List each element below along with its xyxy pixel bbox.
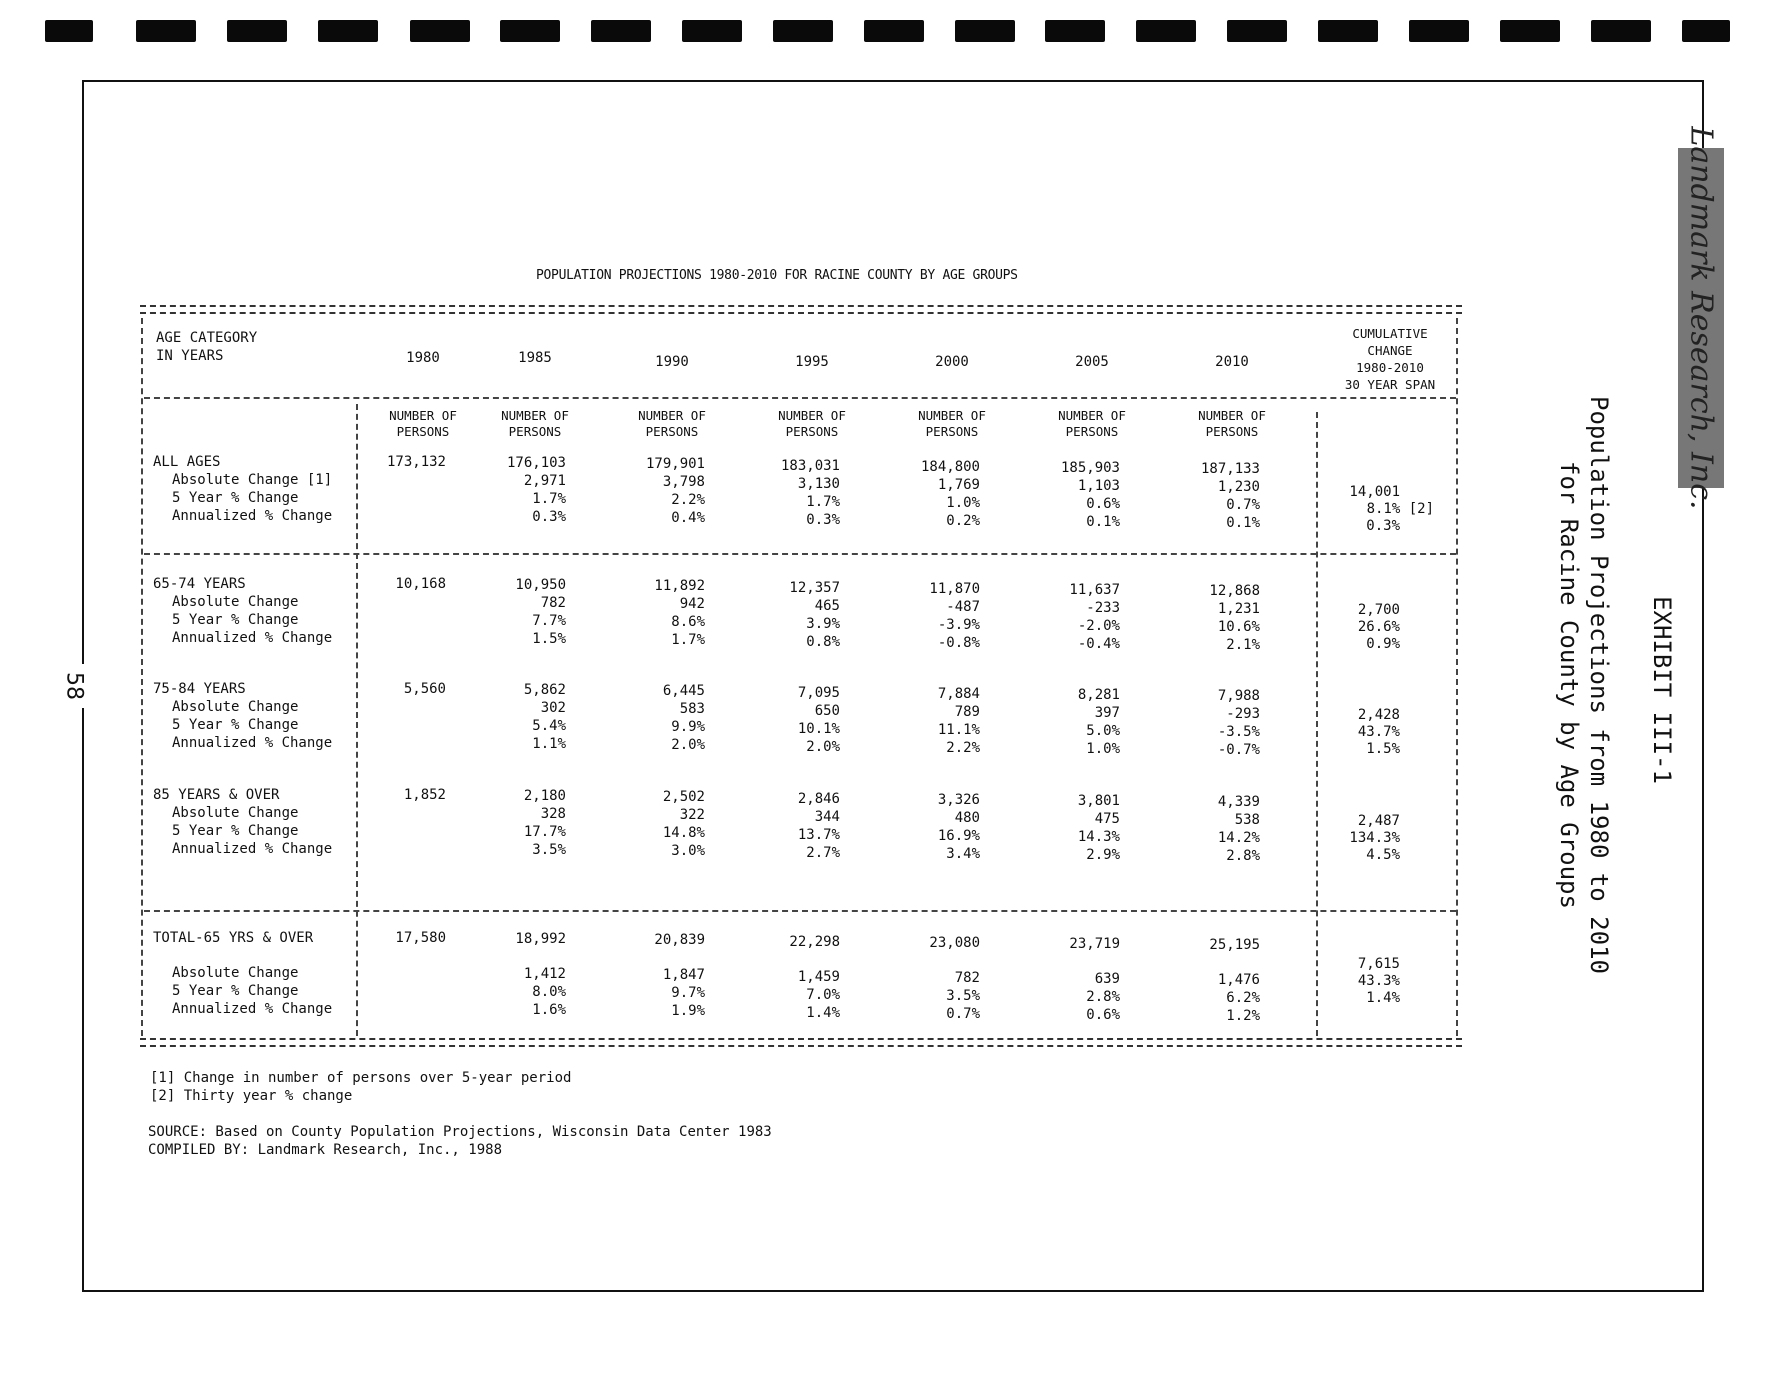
year-header: 1995	[795, 354, 829, 370]
table-cell-pct5: 16.9%	[937, 827, 980, 844]
compiled-by-note: COMPILED BY: Landmark Research, Inc., 1988	[148, 1142, 503, 1158]
cumulative-cell: 2,428	[1357, 707, 1400, 723]
table-cell-abs: 465	[814, 597, 840, 614]
table-cell-persons: 23,080	[929, 934, 980, 951]
table-cell-ann: 2.2%	[946, 739, 980, 756]
table-cell-ann: 1.5%	[532, 631, 566, 648]
table-cell-ann: 3.0%	[671, 843, 705, 860]
cumulative-header: CUMULATIVE	[1352, 326, 1428, 341]
table-cell-persons: 187,133	[1200, 461, 1260, 478]
unit-header: PERSONS	[1205, 424, 1259, 439]
table-cell-ann: 2.8%	[1226, 848, 1260, 865]
table-cell-abs: 1,476	[1217, 972, 1260, 989]
table-cell-ann: 3.4%	[946, 845, 980, 862]
table-cell-abs: 1,412	[523, 966, 566, 983]
group-label: 65-74 YEARS	[153, 576, 246, 592]
table-cell-abs: 782	[540, 595, 566, 612]
table-cell-pct5: 14.8%	[662, 825, 705, 842]
table-cell-pct5: 6.2%	[1226, 990, 1260, 1007]
table-cell-abs: 1,103	[1077, 478, 1120, 494]
table-cell-persons: 1,852	[403, 787, 446, 803]
cumulative-cell: 26.6%	[1357, 619, 1400, 635]
table-cell-pct5: 1.7%	[532, 491, 566, 508]
table-cell-persons: 10,168	[395, 576, 446, 592]
cumulative-cell: 1.4%	[1366, 990, 1400, 1006]
table-cell-persons: 7,884	[937, 685, 980, 702]
year-header: 1985	[518, 350, 552, 366]
table-cell-pct5: 5.0%	[1086, 723, 1120, 739]
table-cell-abs: 1,231	[1217, 601, 1260, 618]
table-cell-abs: 2,971	[523, 473, 566, 490]
punch-hole	[591, 20, 651, 42]
table-cell-pct5: 2.8%	[1086, 989, 1120, 1005]
table-cell-pct5: 10.6%	[1217, 619, 1260, 636]
table-cell-ann: 1.1%	[532, 736, 566, 753]
cumulative-cell: 4.5%	[1366, 847, 1400, 863]
punch-hole	[1318, 20, 1378, 42]
source-note: SOURCE: Based on County Population Projections, Wisconsin Data Center 1983	[148, 1124, 772, 1140]
age-category-header: AGE CATEGORY	[156, 330, 258, 346]
cumulative-cell: 134.3%	[1349, 830, 1400, 846]
table-cell-ann: 1.2%	[1226, 1008, 1260, 1025]
table-cell-persons: 2,502	[662, 789, 705, 806]
table-cell-ann: 0.2%	[946, 512, 980, 529]
table-cell-pct5: 5.4%	[532, 718, 566, 735]
punch-hole	[682, 20, 742, 42]
punch-hole	[864, 20, 924, 42]
table-cell-pct5: 0.7%	[1226, 497, 1260, 514]
group-sub-label: 5 Year % Change	[172, 717, 299, 733]
year-header: 2010	[1215, 354, 1249, 370]
table-cell-persons: 17,580	[395, 930, 446, 946]
table-cell-persons: 173,132	[386, 454, 446, 470]
table-cell-abs: 650	[814, 702, 840, 719]
table-cell-abs: -233	[1086, 600, 1120, 616]
table-cell-ann: 1.6%	[532, 1002, 566, 1019]
table-cell-abs: -293	[1226, 706, 1260, 723]
table-cell-ann: 0.3%	[532, 509, 566, 526]
table-cell-persons: 3,326	[937, 791, 980, 808]
punch-hole	[227, 20, 287, 42]
punch-hole	[773, 20, 833, 42]
footnote-2: [2] Thirty year % change	[150, 1088, 353, 1104]
table-cell-abs: -487	[946, 598, 980, 615]
table-cell-ann: 2.0%	[806, 738, 840, 755]
table-cell-persons: 5,862	[523, 682, 566, 699]
table-cell-abs: 480	[954, 809, 980, 826]
table-cell-pct5: 14.2%	[1217, 830, 1260, 847]
table-cell-abs: 942	[679, 596, 705, 613]
table-cell-ann: -0.4%	[1077, 636, 1120, 652]
publisher-spine-text: Landmark Research, Inc.	[1683, 126, 1719, 510]
exhibit-subtitle	[1554, 396, 1614, 974]
table-cell-persons: 18,992	[515, 931, 566, 948]
table-cell-abs: 302	[540, 700, 566, 717]
table-cell-pct5: 14.3%	[1077, 829, 1120, 845]
cumulative-cell: 0.3%	[1366, 518, 1400, 534]
group-sub-label: Annualized % Change	[172, 735, 333, 751]
punch-hole	[955, 20, 1015, 42]
group-label: ALL AGES	[153, 454, 221, 470]
table-cell-persons: 176,103	[506, 455, 566, 472]
table-cell-abs: 3,798	[662, 474, 705, 491]
group-label: 85 YEARS & OVER	[153, 787, 280, 803]
unit-header: NUMBER OF	[1198, 408, 1266, 423]
table-cell-ann: 2.7%	[806, 844, 840, 861]
table-cell-pct5: 8.0%	[532, 984, 566, 1001]
cumulative-cell: 0.9%	[1366, 636, 1400, 652]
punch-hole	[45, 20, 93, 42]
group-label: TOTAL-65 YRS & OVER	[153, 930, 314, 946]
table-cell-pct5: 1.0%	[946, 494, 980, 511]
table-cell-persons: 2,180	[523, 788, 566, 805]
table-cell-ann: 0.8%	[806, 633, 840, 650]
year-header: 1990	[655, 354, 689, 370]
table-cell-abs: 583	[679, 701, 705, 718]
table-cell-abs: 1,847	[662, 967, 705, 984]
binder-punch-strip	[0, 0, 1782, 60]
table-cell-pct5: 3.9%	[806, 615, 840, 632]
table-cell-ann: 0.1%	[1226, 515, 1260, 532]
table-cell-persons: 8,281	[1077, 687, 1120, 703]
page-number: 58	[62, 664, 87, 708]
cumulative-cell: 7,615	[1357, 956, 1400, 972]
table-title: POPULATION PROJECTIONS 1980-2010 FOR RACINE COUNTY BY AGE GROUPS	[536, 268, 1018, 283]
table-cell-abs: 789	[954, 703, 980, 720]
table-cell-pct5: 9.7%	[671, 985, 705, 1002]
group-sub-label: Absolute Change	[172, 594, 299, 610]
table-cell-persons: 22,298	[789, 933, 840, 950]
table-right-border	[1456, 318, 1458, 1036]
table-cell-pct5: 17.7%	[523, 824, 566, 841]
table-cell-ann: 1.7%	[671, 632, 705, 649]
table-cell-abs: 397	[1094, 705, 1120, 721]
cumulative-cell: 2,487	[1357, 813, 1400, 829]
table-cell-persons: 12,357	[789, 579, 840, 596]
table-cell-persons: 185,903	[1060, 460, 1120, 476]
table-cell-pct5: 9.9%	[671, 719, 705, 736]
unit-header: NUMBER OF	[1058, 408, 1126, 423]
table-cell-persons: 3,801	[1077, 793, 1120, 809]
group-sub-label: Annualized % Change	[172, 841, 333, 857]
table-cell-persons: 12,868	[1209, 583, 1260, 600]
punch-hole	[318, 20, 378, 42]
punch-hole	[500, 20, 560, 42]
table-cell-abs: 3,130	[797, 475, 840, 492]
table-cell-abs: 344	[814, 808, 840, 825]
table-cell-abs: 328	[540, 806, 566, 823]
punch-hole	[1591, 20, 1651, 42]
punch-hole	[1227, 20, 1287, 42]
cumulative-cell: 8.1% [2]	[1366, 501, 1434, 517]
group-sub-label: Annualized % Change	[172, 508, 333, 524]
unit-header: NUMBER OF	[918, 408, 986, 423]
exhibit-label: EXHIBIT III-1	[1648, 596, 1676, 784]
section-divider-all-ages	[144, 553, 1456, 555]
punch-hole	[1045, 20, 1105, 42]
table-left-border	[141, 318, 143, 1036]
table-cell-ann: 0.4%	[671, 510, 705, 527]
table-cell-persons: 2,846	[797, 790, 840, 807]
table-cell-pct5: 11.1%	[937, 721, 980, 738]
table-cell-persons: 7,988	[1217, 688, 1260, 705]
punch-hole	[1409, 20, 1469, 42]
header-divider	[144, 397, 1456, 399]
table-cell-pct5: 2.2%	[671, 492, 705, 509]
table-cell-pct5: -3.5%	[1217, 724, 1260, 741]
table-cell-persons: 184,800	[920, 458, 980, 475]
punch-hole	[410, 20, 470, 42]
unit-header: PERSONS	[508, 424, 562, 439]
group-sub-label: Annualized % Change	[172, 630, 333, 646]
table-cell-pct5: 10.1%	[797, 720, 840, 737]
table-cell-ann: 0.1%	[1086, 514, 1120, 530]
table-cell-persons: 11,870	[929, 580, 980, 597]
unit-header: NUMBER OF	[389, 408, 457, 423]
table-cell-persons: 7,095	[797, 684, 840, 701]
table-cell-persons: 20,839	[654, 932, 705, 949]
table-cell-ann: 2.9%	[1086, 847, 1120, 863]
table-cell-ann: 0.6%	[1086, 1007, 1120, 1023]
table-cell-persons: 23,719	[1069, 936, 1120, 952]
cumulative-column-divider	[1316, 412, 1318, 1036]
table-cell-ann: 1.4%	[806, 1004, 840, 1021]
table-cell-pct5: 3.5%	[946, 987, 980, 1004]
table-cell-persons: 4,339	[1217, 794, 1260, 811]
unit-header: PERSONS	[645, 424, 699, 439]
exhibit-subtitle-line2: for Racine County by Age Groups	[1555, 461, 1583, 909]
table-cell-ann: -0.8%	[937, 634, 980, 651]
table-cell-pct5: 7.0%	[806, 986, 840, 1003]
table-cell-ann: 2.1%	[1226, 637, 1260, 654]
table-cell-abs: 1,230	[1217, 479, 1260, 496]
table-cell-pct5: 7.7%	[532, 613, 566, 630]
table-cell-ann: 3.5%	[532, 842, 566, 859]
group-sub-label: 5 Year % Change	[172, 490, 299, 506]
group-sub-label: Absolute Change	[172, 805, 299, 821]
table-cell-persons: 10,950	[515, 577, 566, 594]
table-cell-abs: 1,459	[797, 968, 840, 985]
cumulative-header: 1980-2010	[1356, 360, 1424, 375]
group-sub-label: Absolute Change	[172, 699, 299, 715]
group-sub-label: 5 Year % Change	[172, 823, 299, 839]
group-sub-label: 5 Year % Change	[172, 612, 299, 628]
table-cell-persons: 6,445	[662, 683, 705, 700]
table-cell-pct5: 0.6%	[1086, 496, 1120, 512]
table-cell-ann: 0.3%	[806, 511, 840, 528]
year-header: 2000	[935, 354, 969, 370]
table-cell-persons: 183,031	[780, 457, 840, 474]
cumulative-header: CHANGE	[1367, 343, 1413, 358]
section-divider-total	[144, 910, 1456, 912]
unit-header: PERSONS	[1065, 424, 1119, 439]
table-cell-persons: 11,892	[654, 578, 705, 595]
cumulative-cell: 14,001	[1349, 484, 1400, 500]
table-cell-abs: 1,769	[937, 476, 980, 493]
table-cell-ann: 1.0%	[1086, 741, 1120, 757]
cumulative-cell: 43.7%	[1357, 724, 1400, 740]
unit-header: NUMBER OF	[501, 408, 569, 423]
year-header: 2005	[1075, 354, 1109, 370]
year-header: 1980	[406, 350, 440, 366]
table-cell-abs: 782	[954, 969, 980, 986]
group-label: 75-84 YEARS	[153, 681, 246, 697]
table-cell-persons: 5,560	[403, 681, 446, 697]
table-cell-pct5: 1.7%	[806, 493, 840, 510]
table-cell-pct5: 13.7%	[797, 826, 840, 843]
group-sub-label: Absolute Change	[172, 965, 299, 981]
exhibit-subtitle-line1: Population Projections from 1980 to 2010	[1585, 396, 1613, 974]
table-cell-persons: 179,901	[645, 456, 705, 473]
cumulative-cell: 2,700	[1357, 602, 1400, 618]
unit-header: PERSONS	[785, 424, 839, 439]
table-cell-persons: 25,195	[1209, 937, 1260, 954]
table-cell-pct5: -3.9%	[937, 616, 980, 633]
table-top-rule	[140, 305, 1462, 314]
unit-header: PERSONS	[396, 424, 450, 439]
table-cell-abs: 475	[1094, 811, 1120, 827]
unit-header: NUMBER OF	[638, 408, 706, 423]
age-category-header-line2: IN YEARS	[156, 348, 224, 364]
punch-hole	[1136, 20, 1196, 42]
punch-hole	[1682, 20, 1730, 42]
table-cell-ann: 1.9%	[671, 1003, 705, 1020]
unit-header: PERSONS	[925, 424, 979, 439]
table-cell-abs: 538	[1234, 812, 1260, 829]
cumulative-cell: 1.5%	[1366, 741, 1400, 757]
cumulative-cell: 43.3%	[1357, 973, 1400, 989]
group-sub-label: Annualized % Change	[172, 1001, 333, 1017]
table-cell-ann: 2.0%	[671, 737, 705, 754]
table-cell-pct5: 8.6%	[671, 614, 705, 631]
group-sub-label: 5 Year % Change	[172, 983, 299, 999]
punch-hole	[136, 20, 196, 42]
cumulative-header: 30 YEAR SPAN	[1344, 377, 1436, 392]
table-cell-ann: -0.7%	[1217, 742, 1260, 759]
unit-header: NUMBER OF	[778, 408, 846, 423]
punch-hole	[1500, 20, 1560, 42]
table-cell-ann: 0.7%	[946, 1005, 980, 1022]
table-bottom-rule	[140, 1038, 1462, 1047]
table-cell-abs: 639	[1094, 971, 1120, 987]
table-cell-abs: 322	[679, 807, 705, 824]
table-cell-pct5: -2.0%	[1077, 618, 1120, 634]
table-cell-persons: 11,637	[1069, 582, 1120, 598]
footnote-1: [1] Change in number of persons over 5-year period	[150, 1070, 572, 1086]
group-sub-label: Absolute Change [1]	[172, 472, 333, 488]
